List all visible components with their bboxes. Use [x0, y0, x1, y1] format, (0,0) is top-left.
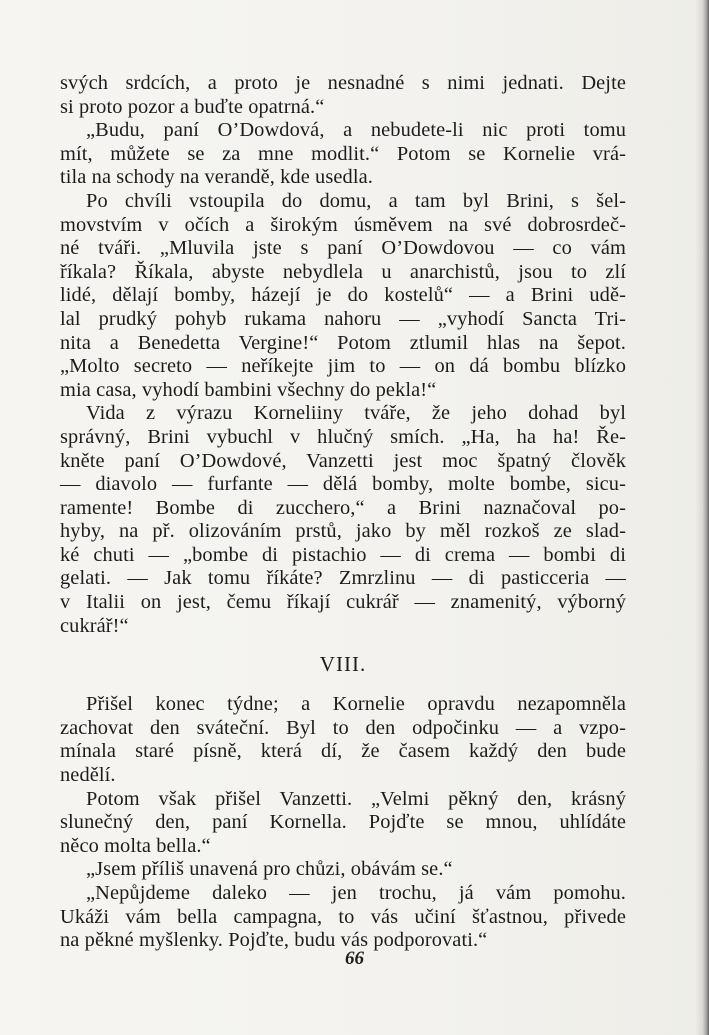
text-line: říkala? Říkala, abyste nebydlela u anarchistů, jsou to zlí	[60, 260, 626, 283]
text-line: něco molta bella.“	[60, 834, 211, 857]
text-line: Vida z výrazu Korneliiny tváře, že jeho dohad byl	[86, 402, 626, 425]
text-line: né tváři. „Mluvila jste s paní O’Dowdovou — co vám	[60, 237, 626, 260]
text-line: „Jsem příliš unavená pro chůzi, obávám se.“	[86, 858, 453, 881]
text-line: tila na schody na verandě, kde usedla.	[60, 166, 373, 189]
body-text	[60, 72, 626, 953]
text-line: nedělí.	[60, 764, 116, 787]
text-after-chapter	[60, 693, 626, 953]
text-line: nita a Benedetta Vergine!“ Potom ztlumil hlas na šepot.	[60, 331, 626, 354]
text-line: mia casa, vyhodí bambini všechny do pekla!“	[60, 378, 437, 401]
text-line: na pěkné myšlenky. Pojďte, budu vás podporovati.“	[60, 929, 488, 952]
text-line: hyby, na př. olizováním prstů, jako by měl rozkoš ze slad-	[60, 520, 626, 543]
text-line: gelati. — Jak tomu říkáte? Zmrzlinu — di pasticceria —	[60, 567, 626, 590]
text-line: Ukáži vám bella campagna, to vás učiní šťastnou, přivede	[60, 905, 626, 928]
text-line: správný, Brini vybuchl v hlučný smích. „Ha, ha ha! Ře-	[60, 425, 626, 448]
text-line: „Nepůjdeme daleko — jen trochu, já vám pomohu.	[86, 882, 626, 904]
page-edge-shadow	[695, 0, 709, 1035]
chapter-heading: VIII.	[319, 652, 367, 677]
text-line: kněte paní O’Dowdové, Vanzetti jest moc špatný člověk	[60, 449, 626, 472]
page-number: 66	[345, 948, 364, 969]
text-before-chapter	[60, 72, 626, 638]
text-line: slunečný den, paní Kornella. Pojďte se mnou, uhlídáte	[60, 811, 626, 834]
text-line: ramente! Bombe di zucchero,“ a Brini naznačoval po-	[60, 496, 626, 519]
text-line: lal prudký pohyb rukama nahoru — „vyhodí Sancta Tri-	[60, 307, 626, 330]
text-line: ké chuti — „bombe di pistachio — di crema — bombi di	[60, 543, 626, 566]
text-line: movstvím v očích a širokým úsměvem na své dobrosrdeč-	[60, 213, 626, 236]
text-line: Přišel konec týdne; a Kornelie opravdu nezapomněla	[86, 693, 626, 716]
text-line: svých srdcích, a proto je nesnadné s nimi jednati. Dejte	[60, 72, 626, 94]
text-line: — diavolo — furfante — dělá bomby, molte bombe, sicu-	[60, 473, 626, 496]
text-line: Po chvíli vstoupila do domu, a tam byl Brini, s šel-	[86, 189, 626, 212]
text-line: „Budu, paní O’Dowdová, a nebudete-li nic proti tomu	[86, 119, 626, 142]
text-line: Potom však přišel Vanzetti. „Velmi pěkný den, krásný	[86, 787, 626, 810]
text-line: zachovat den sváteční. Byl to den odpočinku — a vzpo-	[60, 716, 626, 739]
text-line: v Italii on jest, čemu říkají cukrář — znamenitý, výborný	[60, 591, 626, 614]
text-line: „Molto secreto — neříkejte jim to — on dá bombu blízko	[60, 355, 626, 378]
text-line: cukrář!“	[60, 614, 129, 637]
text-line: mínala staré písně, která dí, že časem každý den bude	[60, 740, 626, 763]
text-line: si proto pozor a buďte opatrná.“	[60, 95, 325, 118]
text-line: lidé, dělají bomby, házejí je do kostelů“ — a Brini udě-	[60, 284, 626, 307]
text-line: mít, můžete se za mne modlit.“ Potom se Kornelie vrá-	[60, 142, 626, 165]
